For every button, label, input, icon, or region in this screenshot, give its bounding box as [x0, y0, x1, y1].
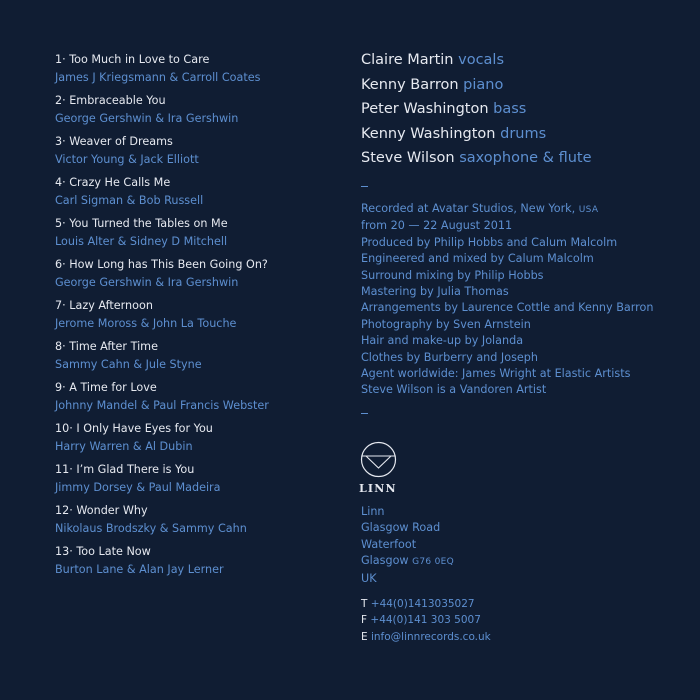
track-item [55, 298, 335, 339]
credit-line: Hair and make-up by Jolanda [361, 334, 524, 348]
track-title: 4· Crazy He Calls Me [55, 176, 171, 189]
personnel-row [361, 48, 592, 73]
track-title: 13· Too Late Now [55, 545, 151, 558]
contact-email [361, 629, 491, 645]
address-line: Linn [361, 505, 385, 518]
track-item [55, 380, 335, 421]
track-item [55, 134, 335, 175]
track-title: 6· How Long has This Been Going On? [55, 258, 268, 271]
credit-line: Steve Wilson is a Vandoren Artist [361, 383, 547, 397]
personnel-list [361, 48, 592, 171]
track-composers: James J Kriegsmann & Carroll Coates [55, 71, 261, 84]
section-divider [361, 186, 368, 187]
linn-logo [359, 441, 399, 495]
contact-telephone [361, 596, 491, 612]
musician-instrument: drums [500, 125, 547, 142]
email-label: E [361, 630, 368, 643]
track-item [55, 93, 335, 134]
credits-block [361, 201, 653, 399]
track-title: 12· Wonder Why [55, 504, 148, 517]
track-composers: Johnny Mandel & Paul Francis Webster [55, 399, 269, 412]
track-composers: Jerome Moross & John La Touche [55, 317, 237, 330]
address-line: UK [361, 571, 377, 585]
musician-instrument: saxophone & flute [459, 150, 592, 166]
track-title: 5· You Turned the Tables on Me [55, 217, 228, 230]
personnel-row [361, 73, 592, 98]
telephone-number: +44(0)1413035027 [370, 598, 475, 610]
recording-country: USA [578, 205, 599, 215]
fax-label: F [361, 614, 368, 627]
track-item [55, 503, 335, 544]
track-item [55, 462, 335, 503]
section-divider [361, 413, 368, 414]
address-postcode: G76 0EQ [412, 557, 455, 568]
track-list [55, 52, 335, 585]
track-composers: Louis Alter & Sidney D Mitchell [55, 235, 228, 248]
track-item [55, 175, 335, 216]
track-title: 1· Too Much in Love to Care [55, 53, 210, 66]
credit-recording-dates: from 20 — 22 August 2011 [361, 219, 513, 233]
recording-studio: Recorded at Avatar Studios, New York, [361, 202, 576, 215]
telephone-label: T [361, 598, 368, 610]
track-title: 3· Weaver of Dreams [55, 135, 173, 148]
musician-name: Kenny Barron [361, 76, 459, 93]
track-item [55, 544, 335, 585]
address-line: Waterfoot [361, 537, 417, 551]
address-town: Glasgow [361, 554, 409, 568]
track-item [55, 216, 335, 257]
musician-name: Kenny Washington [361, 125, 496, 142]
musician-instrument: bass [493, 101, 527, 117]
track-composers: George Gershwin & Ira Gershwin [55, 112, 239, 125]
track-composers: Nikolaus Brodszky & Sammy Cahn [55, 522, 247, 535]
musician-instrument: vocals [458, 52, 505, 68]
track-item [55, 257, 335, 298]
track-item [55, 339, 335, 380]
musician-name: Steve Wilson [361, 150, 455, 166]
track-composers: Jimmy Dorsey & Paul Madeira [55, 481, 221, 494]
contact-fax [361, 612, 491, 628]
musician-instrument: piano [463, 76, 504, 93]
contact-block [361, 596, 491, 645]
credit-line: Produced by Philip Hobbs and Calum Malcolm [361, 235, 618, 249]
track-item [55, 421, 335, 462]
track-title: 11· I’m Glad There is You [55, 463, 195, 476]
track-title: 8· Time After Time [55, 340, 158, 353]
linn-logo-wordmark: LINN [359, 482, 397, 495]
track-title: 10· I Only Have Eyes for You [55, 422, 213, 435]
credit-line: Photography by Sven Arnstein [361, 317, 531, 331]
linn-logo-icon [360, 441, 397, 478]
credit-line: Engineered and mixed by Calum Malcolm [361, 252, 594, 266]
track-composers: Burton Lane & Alan Jay Lerner [55, 563, 224, 576]
track-title: 7· Lazy Afternoon [55, 299, 153, 312]
track-item [55, 52, 335, 93]
address-town-line [361, 553, 454, 570]
personnel-row [361, 97, 592, 122]
track-title: 2· Embraceable You [55, 94, 166, 107]
credit-line: Agent worldwide: James Wright at Elastic Artists [361, 367, 631, 381]
credit-line: Surround mixing by Philip Hobbs [361, 268, 544, 282]
credit-recording-location [361, 201, 653, 218]
credit-line: Clothes by Burberry and Joseph [361, 350, 538, 364]
address-line: Glasgow Road [361, 521, 441, 535]
label-address [361, 504, 454, 587]
personnel-row [361, 146, 592, 171]
track-composers: Carl Sigman & Bob Russell [55, 194, 204, 207]
fax-number: +44(0)141 303 5007 [370, 614, 481, 627]
credit-line: Mastering by Julia Thomas [361, 285, 509, 299]
track-composers: Harry Warren & Al Dubin [55, 440, 193, 453]
track-composers: Sammy Cahn & Jule Styne [55, 358, 202, 371]
track-composers: Victor Young & Jack Elliott [55, 153, 199, 166]
musician-name: Peter Washington [361, 101, 489, 117]
musician-name: Claire Martin [361, 52, 454, 68]
track-title: 9· A Time for Love [55, 381, 157, 394]
email-address: info@linnrecords.co.uk [370, 630, 491, 643]
track-composers: George Gershwin & Ira Gershwin [55, 276, 239, 289]
credit-line: Arrangements by Laurence Cottle and Kenny Barron [361, 301, 654, 315]
personnel-row [361, 122, 592, 147]
